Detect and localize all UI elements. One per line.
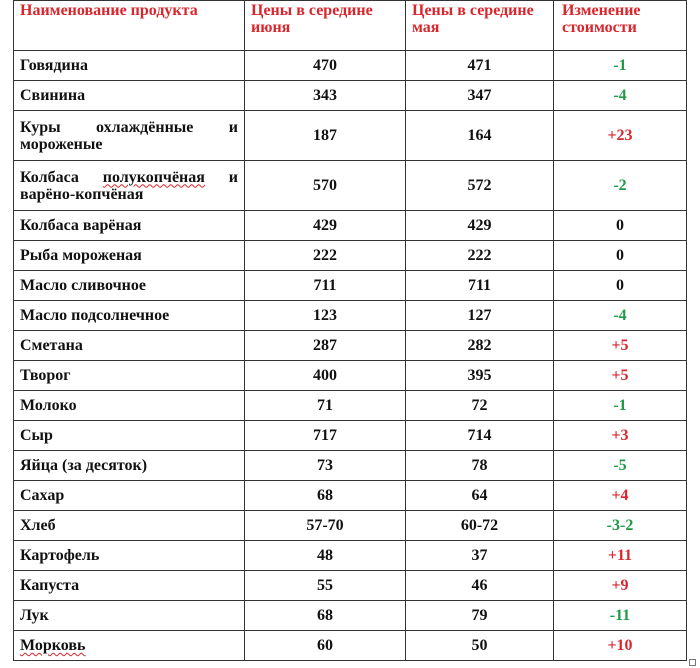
june-price: 717 xyxy=(245,421,406,451)
product-name: Картофель xyxy=(14,541,245,571)
price-table xyxy=(13,0,687,661)
may-price: 37 xyxy=(406,541,554,571)
june-price: 287 xyxy=(245,331,406,361)
product-name: Сахар xyxy=(14,481,245,511)
price-change: +9 xyxy=(554,571,687,601)
product-name: Сыр xyxy=(14,421,245,451)
table-row xyxy=(14,511,687,541)
table-row xyxy=(14,161,687,211)
june-price: 711 xyxy=(245,271,406,301)
misspelled-word: Морковь xyxy=(20,637,86,654)
june-price: 570 xyxy=(245,161,406,211)
table-row xyxy=(14,481,687,511)
may-price: 78 xyxy=(406,451,554,481)
price-change: -4 xyxy=(554,301,687,331)
price-change: 0 xyxy=(554,211,687,241)
product-name: Свинина xyxy=(14,81,245,111)
table-row xyxy=(14,51,687,81)
header-change: Изменение стоимости xyxy=(554,1,687,51)
product-name xyxy=(14,161,245,211)
may-price: 471 xyxy=(406,51,554,81)
june-price: 68 xyxy=(245,601,406,631)
header-product: Наименование продукта xyxy=(14,1,245,51)
may-price: 222 xyxy=(406,241,554,271)
may-price: 347 xyxy=(406,81,554,111)
may-price: 64 xyxy=(406,481,554,511)
price-change: +3 xyxy=(554,421,687,451)
june-price: 187 xyxy=(245,111,406,161)
product-name: Лук xyxy=(14,601,245,631)
may-price: 46 xyxy=(406,571,554,601)
price-change: +4 xyxy=(554,481,687,511)
product-name: Капуста xyxy=(14,571,245,601)
may-price: 572 xyxy=(406,161,554,211)
table-row xyxy=(14,111,687,161)
table-row xyxy=(14,571,687,601)
june-price: 55 xyxy=(245,571,406,601)
june-price: 48 xyxy=(245,541,406,571)
product-name: Колбаса варёная xyxy=(14,211,245,241)
product-name: Творог xyxy=(14,361,245,391)
price-change: 0 xyxy=(554,241,687,271)
table-row xyxy=(14,81,687,111)
table-row xyxy=(14,541,687,571)
may-price: 714 xyxy=(406,421,554,451)
june-price: 60 xyxy=(245,631,406,661)
header-row xyxy=(14,1,687,51)
product-name: Хлеб xyxy=(14,511,245,541)
june-price: 68 xyxy=(245,481,406,511)
price-change: -3-2 xyxy=(554,511,687,541)
price-change: +23 xyxy=(554,111,687,161)
header-may: Цены в середине мая xyxy=(406,1,554,51)
june-price: 343 xyxy=(245,81,406,111)
product-name: Молоко xyxy=(14,391,245,421)
table-row xyxy=(14,241,687,271)
may-price: 127 xyxy=(406,301,554,331)
may-price: 429 xyxy=(406,211,554,241)
product-name: Говядина xyxy=(14,51,245,81)
table-row xyxy=(14,601,687,631)
resize-handle[interactable] xyxy=(689,659,696,666)
table-row xyxy=(14,451,687,481)
name-part: Колбаса xyxy=(20,168,103,186)
price-change: -1 xyxy=(554,391,687,421)
may-price: 50 xyxy=(406,631,554,661)
misspelled-word: полукопчёная xyxy=(102,168,205,186)
table-row xyxy=(14,631,687,661)
june-price: 57-70 xyxy=(245,511,406,541)
june-price: 400 xyxy=(245,361,406,391)
june-price: 429 xyxy=(245,211,406,241)
price-change: -4 xyxy=(554,81,687,111)
price-change: +10 xyxy=(554,631,687,661)
june-price: 73 xyxy=(245,451,406,481)
product-name: Масло сливочное xyxy=(14,271,245,301)
price-change: +11 xyxy=(554,541,687,571)
may-price: 60-72 xyxy=(406,511,554,541)
table-row xyxy=(14,421,687,451)
june-price: 470 xyxy=(245,51,406,81)
price-change: +5 xyxy=(554,331,687,361)
may-price: 79 xyxy=(406,601,554,631)
price-change: 0 xyxy=(554,271,687,301)
price-change: -5 xyxy=(554,451,687,481)
may-price: 282 xyxy=(406,331,554,361)
header-june: Цены в середине июня xyxy=(245,1,406,51)
product-name: Масло подсолнечное xyxy=(14,301,245,331)
may-price: 395 xyxy=(406,361,554,391)
price-change: -2 xyxy=(554,161,687,211)
table-row xyxy=(14,211,687,241)
product-name: Куры охлаждённые и мороженые xyxy=(14,111,245,161)
june-price: 123 xyxy=(245,301,406,331)
table-row xyxy=(14,361,687,391)
table-row xyxy=(14,301,687,331)
product-name xyxy=(14,631,245,661)
table-row xyxy=(14,331,687,361)
table-row xyxy=(14,271,687,301)
may-price: 72 xyxy=(406,391,554,421)
product-name: Сметана xyxy=(14,331,245,361)
price-change: +5 xyxy=(554,361,687,391)
name-part: и варёно-копчёная xyxy=(20,168,238,203)
june-price: 71 xyxy=(245,391,406,421)
product-name: Рыба мороженая xyxy=(14,241,245,271)
price-change: -11 xyxy=(554,601,687,631)
june-price: 222 xyxy=(245,241,406,271)
table-row xyxy=(14,391,687,421)
may-price: 711 xyxy=(406,271,554,301)
may-price: 164 xyxy=(406,111,554,161)
price-change: -1 xyxy=(554,51,687,81)
product-name: Яйца (за десяток) xyxy=(14,451,245,481)
